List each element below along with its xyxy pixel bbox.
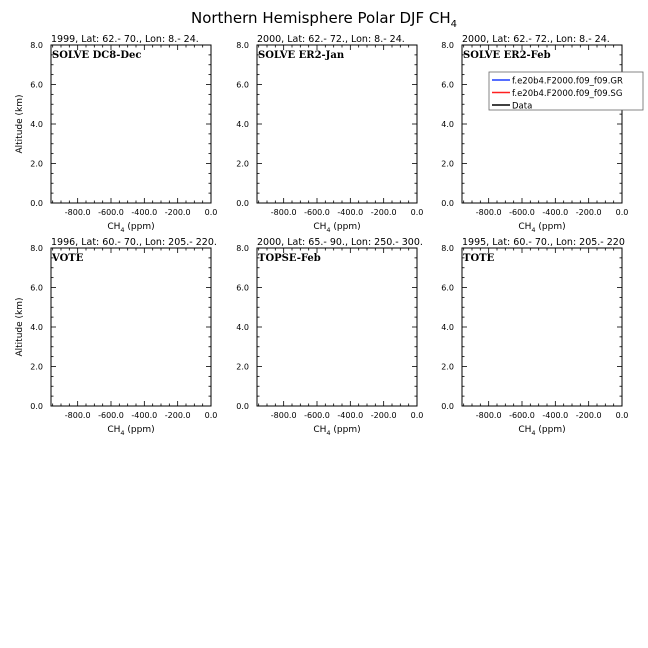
- x-tick-label: -400.0: [131, 208, 158, 217]
- x-axis-label-subscript: 4: [531, 226, 536, 234]
- x-tick-label: 0.0: [615, 411, 629, 420]
- x-tick-label: 0.0: [410, 411, 424, 420]
- campaign-label: TOPSE-Feb: [258, 253, 321, 264]
- x-tick-label: -200.0: [164, 411, 191, 420]
- y-tick-label: 8.0: [441, 41, 454, 50]
- x-tick-label: 0.0: [410, 208, 424, 217]
- y-tick-label: 4.0: [441, 323, 454, 332]
- y-tick-label: 4.0: [30, 120, 43, 129]
- campaign-label: SOLVE DC8-Dec: [52, 50, 142, 61]
- y-tick-label: 8.0: [30, 41, 43, 50]
- y-tick-label: 6.0: [441, 283, 454, 293]
- y-tick-label: 2.0: [236, 362, 249, 372]
- campaign-label: VOTE: [52, 253, 84, 264]
- y-tick-label: 0.0: [236, 402, 249, 411]
- x-tick-label: -400.0: [337, 208, 364, 217]
- y-tick-label: 4.0: [236, 323, 249, 332]
- y-tick-label: 6.0: [30, 80, 43, 90]
- y-tick-label: 2.0: [30, 159, 43, 169]
- campaign-label: SOLVE ER2-Jan: [258, 50, 345, 61]
- y-tick-label: 8.0: [441, 244, 454, 253]
- x-axis-label-subscript: 4: [120, 429, 125, 437]
- x-axis-label-unit: (ppm): [330, 425, 361, 435]
- y-tick-label: 4.0: [236, 120, 249, 129]
- figure-title-subscript: 4: [450, 19, 458, 30]
- x-tick-label: -800.0: [270, 411, 297, 420]
- x-tick-label: 0.0: [615, 208, 629, 217]
- x-tick-label: -400.0: [337, 411, 364, 420]
- y-tick-label: 0.0: [236, 199, 249, 208]
- x-tick-label: -200.0: [575, 208, 602, 217]
- x-tick-label: -400.0: [542, 208, 569, 217]
- y-tick-label: 0.0: [30, 402, 43, 411]
- x-axis-label-unit: (ppm): [535, 425, 566, 435]
- x-tick-label: -800.0: [64, 411, 91, 420]
- legend-label: Data: [512, 101, 533, 112]
- figure-title: [191, 9, 457, 30]
- y-tick-label: 8.0: [236, 244, 249, 253]
- y-tick-label: 0.0: [441, 199, 454, 208]
- y-tick-label: 6.0: [441, 80, 454, 90]
- y-tick-label: 2.0: [441, 362, 454, 372]
- y-tick-label: 2.0: [30, 362, 43, 372]
- y-axis-label: Altitude (km): [15, 297, 25, 357]
- x-tick-label: -800.0: [475, 208, 502, 217]
- x-axis-label-main: CH: [107, 425, 121, 435]
- x-axis-label-subscript: 4: [326, 226, 331, 234]
- x-axis-label-main: CH: [107, 222, 121, 232]
- x-tick-label: -600.0: [98, 208, 124, 217]
- campaign-label: SOLVE ER2-Feb: [463, 50, 551, 61]
- panel-subtitle: 1995, Lat: 60.- 70., Lon: 205.- 220: [462, 237, 625, 248]
- x-tick-label: -600.0: [509, 411, 535, 420]
- x-tick-label: 0.0: [204, 411, 218, 420]
- y-tick-label: 4.0: [441, 120, 454, 129]
- figure-title-main: Northern Hemisphere Polar DJF CH: [190, 9, 451, 27]
- legend-label: f.e20b4.F2000.f09_f09.GR: [512, 76, 623, 87]
- y-tick-label: 6.0: [30, 283, 43, 293]
- y-tick-label: 4.0: [30, 323, 43, 332]
- x-axis-label-main: CH: [313, 222, 327, 232]
- y-tick-label: 0.0: [441, 402, 454, 411]
- x-tick-label: -800.0: [475, 411, 502, 420]
- y-tick-label: 6.0: [236, 283, 249, 293]
- panel-subtitle: 2000, Lat: 62.- 72., Lon: 8.- 24.: [257, 34, 405, 45]
- x-tick-label: -200.0: [370, 411, 397, 420]
- x-axis-label-unit: (ppm): [124, 425, 155, 435]
- legend-label: f.e20b4.F2000.f09_f09.SG: [512, 89, 623, 99]
- x-axis-label-main: CH: [518, 222, 532, 232]
- panel-subtitle: 1999, Lat: 62.- 70., Lon: 8.- 24.: [51, 34, 199, 45]
- x-axis-label-subscript: 4: [120, 226, 125, 234]
- x-axis-label-subscript: 4: [531, 429, 536, 437]
- y-tick-label: 6.0: [236, 80, 249, 90]
- legend: [489, 72, 643, 112]
- x-axis-label-subscript: 4: [326, 429, 331, 437]
- x-tick-label: -400.0: [131, 411, 158, 420]
- campaign-label: TOTE: [463, 253, 495, 264]
- x-tick-label: -400.0: [542, 411, 569, 420]
- x-axis-label-unit: (ppm): [330, 222, 361, 232]
- y-tick-label: 8.0: [236, 41, 249, 50]
- panel-subtitle: 2000, Lat: 65.- 90., Lon: 250.- 300.: [257, 237, 423, 248]
- panel-subtitle: 2000, Lat: 62.- 72., Lon: 8.- 24.: [462, 34, 610, 45]
- y-tick-label: 2.0: [441, 159, 454, 169]
- x-tick-label: -600.0: [304, 411, 330, 420]
- x-tick-label: 0.0: [204, 208, 218, 217]
- x-tick-label: -800.0: [64, 208, 91, 217]
- x-tick-label: -600.0: [509, 208, 535, 217]
- x-axis-label-main: CH: [313, 425, 327, 435]
- y-tick-label: 0.0: [30, 199, 43, 208]
- y-axis-label: Altitude (km): [15, 94, 25, 154]
- x-tick-label: -800.0: [270, 208, 297, 217]
- x-tick-label: -600.0: [304, 208, 330, 217]
- x-axis-label-unit: (ppm): [535, 222, 566, 232]
- x-tick-label: -200.0: [370, 208, 397, 217]
- x-tick-label: -600.0: [98, 411, 124, 420]
- x-tick-label: -200.0: [575, 411, 602, 420]
- panel-subtitle: 1996, Lat: 60.- 70., Lon: 205.- 220.: [51, 237, 217, 248]
- y-tick-label: 8.0: [30, 244, 43, 253]
- x-axis-label-unit: (ppm): [124, 222, 155, 232]
- x-axis-label-main: CH: [518, 425, 532, 435]
- x-tick-label: -200.0: [164, 208, 191, 217]
- y-tick-label: 2.0: [236, 159, 249, 169]
